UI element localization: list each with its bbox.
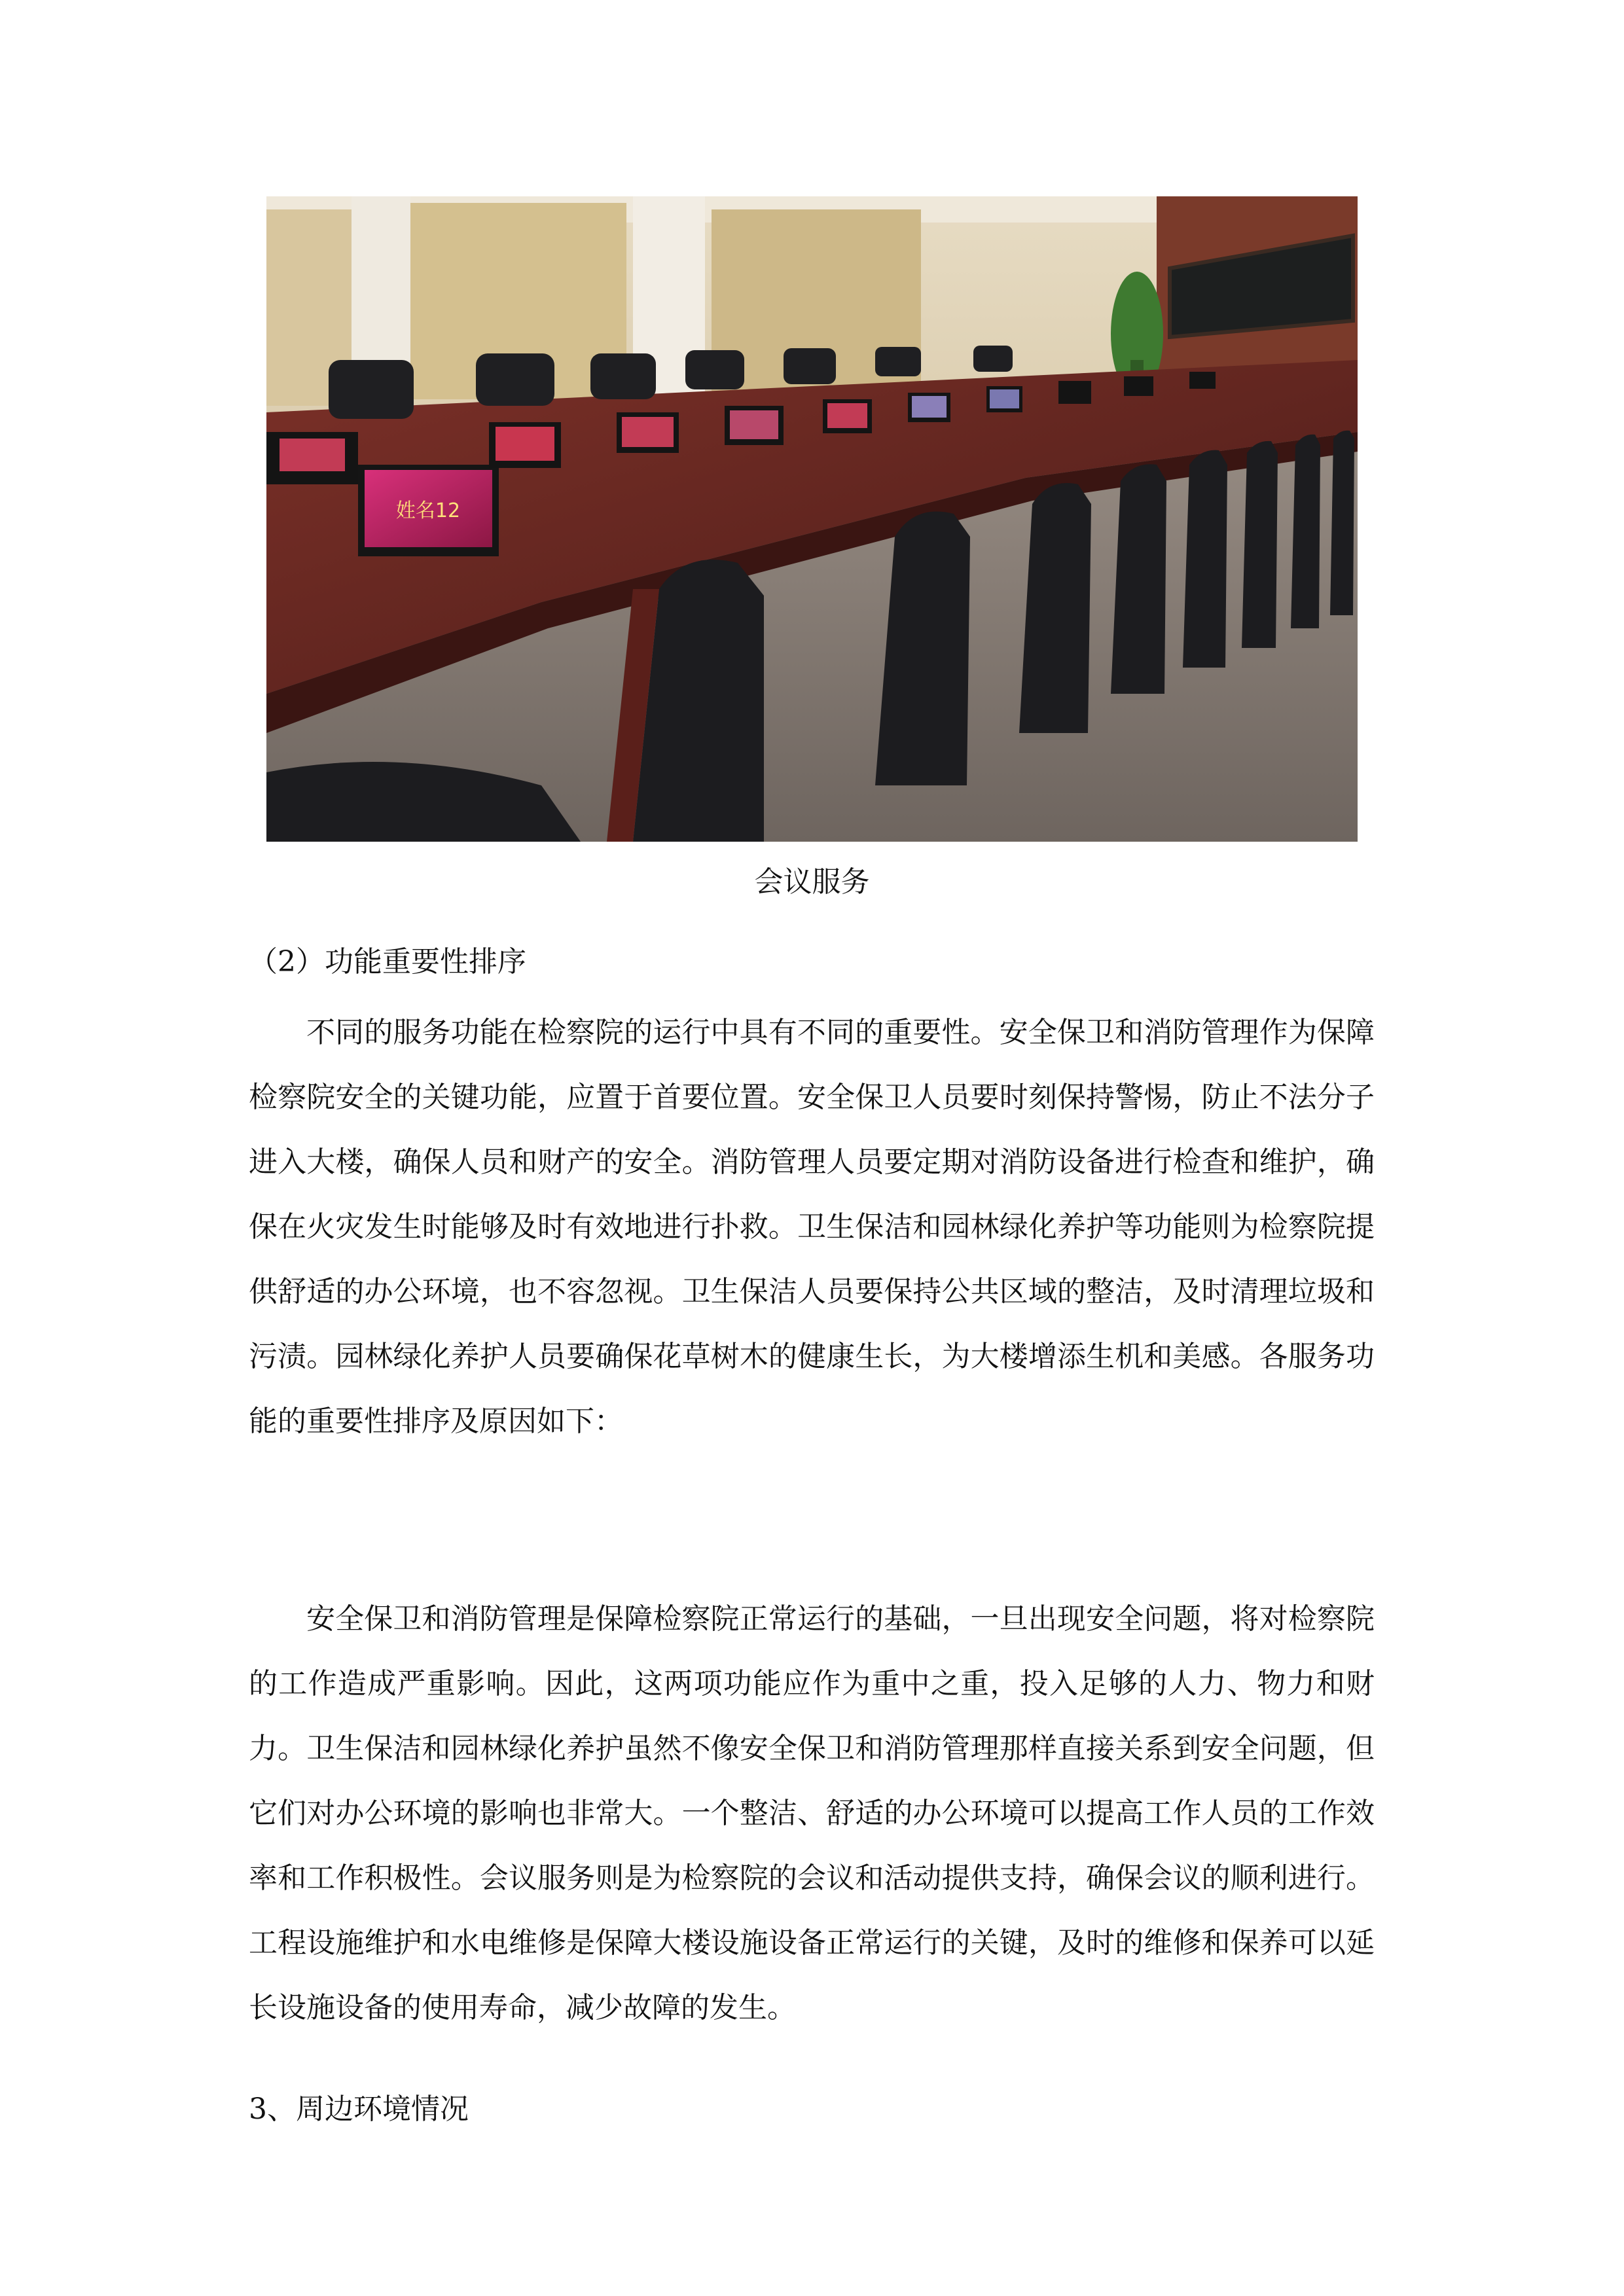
monitor-screen	[912, 396, 947, 418]
far-chair	[685, 350, 744, 389]
monitor-screen	[730, 410, 778, 439]
far-chair	[590, 353, 656, 399]
far-chair	[329, 360, 414, 419]
paragraph-function-importance: 不同的服务功能在检察院的运行中具有不同的重要性。安全保卫和消防管理作为保障检察院安全的关键功能，应置于首要位置。安全保卫人员要时刻保持警惕，防止不法分子进入大楼，确保人员和财产的安全。消防管理人员要定期对消防设备进行检查和维护，确保在火灾发生时能够及时有效地进行扑救。卫生保洁和园林绿化养护等功能则为检察院提供舒适的办公环境，也不容忽视。卫生保洁人员要保持公共区域的整洁，及时清理垃圾和污渍。园林绿化养护人员要确保花草树木的健康生长，为大楼增添生机和美感。各服务功能的重要性排序及原因如下：	[249, 1016, 1375, 1438]
monitor-screen	[496, 427, 554, 461]
chair-near	[1291, 435, 1320, 628]
section-heading-function-ranking: （2）功能重要性排序	[249, 945, 526, 978]
nameplate-text: 姓名12	[395, 499, 461, 522]
conference-room-photo	[266, 196, 1358, 842]
chair-near	[1330, 431, 1354, 615]
figure-caption: 会议服务	[754, 865, 870, 899]
monitor	[1189, 372, 1216, 389]
monitor-screen	[990, 389, 1019, 408]
chair-near	[1242, 441, 1278, 648]
far-chair	[875, 347, 921, 376]
paragraph-ranking-reasons: 安全保卫和消防管理是保障检察院正常运行的基础，一旦出现安全问题，将对检察院的工作造成严重影响。因此，这两项功能应作为重中之重，投入足够的人力、物力和财力。卫生保洁和园林绿化养护虽然不像安全保卫和消防管理那样直接关系到安全问题，但它们对办公环境的影响也非常大。一个整洁、舒适的办公环境可以提高工作人员的工作效率和工作积极性。会议服务则是为检察院的会议和活动提供支持，确保会议的顺利进行。工程设施维护和水电维修是保障大楼设施设备正常运行的关键，及时的维修和保养可以延长设施设备的使用寿命，减少故障的发生。	[249, 1602, 1375, 2024]
monitor-screen	[622, 417, 674, 447]
conference-room-illustration	[266, 196, 1358, 842]
monitor-screen	[827, 403, 867, 428]
far-chair	[973, 346, 1013, 372]
chair-near	[1183, 450, 1227, 668]
monitor	[1058, 381, 1091, 404]
monitor-screen	[280, 439, 345, 471]
section-heading-surroundings: 3、周边环境情况	[249, 2092, 469, 2126]
monitor	[1124, 376, 1153, 396]
far-chair	[784, 348, 836, 384]
far-chair	[476, 353, 554, 406]
